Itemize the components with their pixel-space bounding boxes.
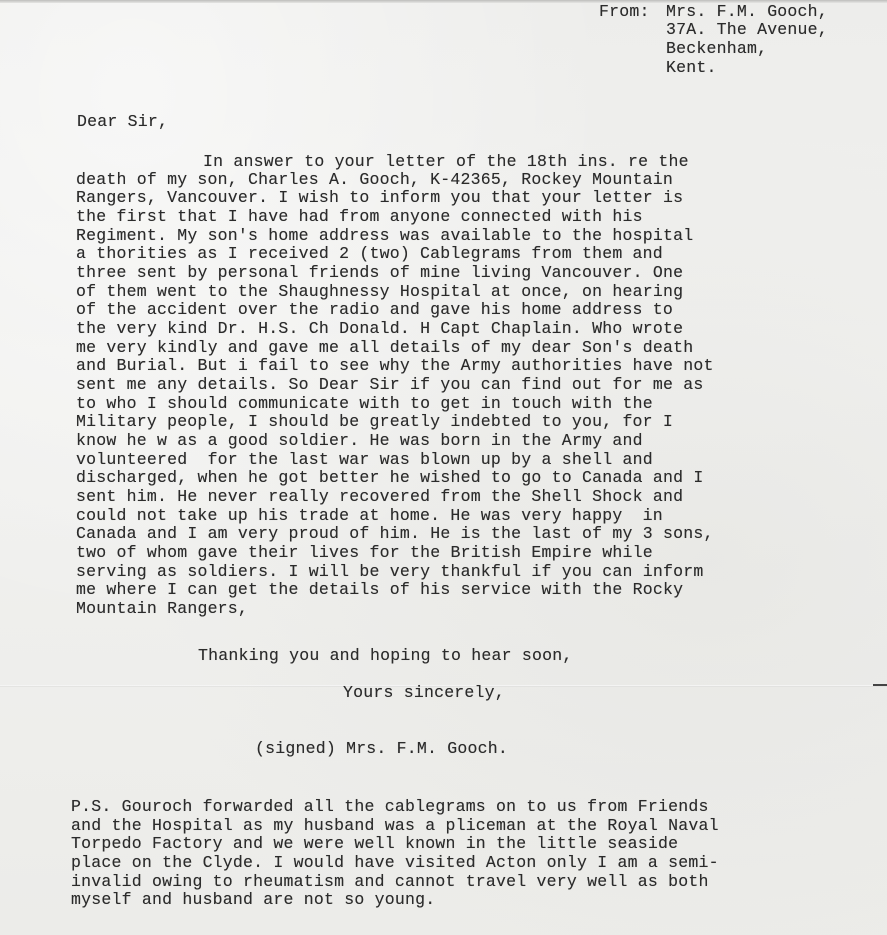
sender-label: From: [599,2,650,21]
sender-name: Mrs. F.M. Gooch, [666,2,828,21]
body-line: Rangers, Vancouver. I wish to inform you that your letter is [76,188,684,207]
body-line: to who I should communicate with to get in touch with the [76,394,653,413]
postscript-line: place on the Clyde. I would have visited Acton only I am a semi- [71,853,719,872]
body-line: three sent by personal friends of mine living Vancouver. One [76,263,684,282]
postscript-line: myself and husband are not so young. [71,890,436,909]
body-line: me where I can get the details of his service with the Rocky [76,580,684,599]
body-line: the first that I have had from anyone connected with his [76,207,643,226]
body-line: In answer to your letter of the 18th ins. re the [203,152,689,171]
postscript-line: invalid owing to rheumatism and cannot travel very well as both [71,872,709,891]
body-line: me very kindly and gave me all details of my dear Son's death [76,338,694,357]
sender-county: Kent. [666,58,717,77]
body-line: the very kind Dr. H.S. Ch Donald. H Capt Chaplain. Who wrote [76,319,684,338]
body-line: Regiment. My son's home address was available to the hospital [76,226,694,245]
body-line: could not take up his trade at home. He was very happy in [76,506,663,525]
body-line: death of my son, Charles A. Gooch, K-42365, Rockey Mountain [76,170,674,189]
body-line: and Burial. But i fail to see why the Army authorities have not [76,356,714,375]
postscript-line: P.S. Gouroch forwarded all the cablegrams on to us from Friends [71,797,709,816]
body-line: discharged, when he got better he wished to go to Canada and I [76,468,704,487]
sender-street: 37A. The Avenue, [666,20,828,39]
body-line: know he w as a good soldier. He was born in the Army and [76,431,643,450]
body-line: Mountain Rangers, [76,599,249,618]
valediction: Yours sincerely, [343,683,505,702]
postscript-line: and the Hospital as my husband was a pliceman at the Royal Naval [71,816,719,835]
body-line: of them went to the Shaughnessy Hospital at once, on hearing [76,282,684,301]
body-line: Canada and I am very proud of him. He is the last of my 3 sons, [76,524,714,543]
closing-line: Thanking you and hoping to hear soon, [198,646,573,665]
body-line: volunteered for the last war was blown up by a shell and [76,450,653,469]
body-line: Military people, I should be greatly indebted to you, for I [76,412,674,431]
salutation: Dear Sir, [77,112,169,131]
sender-town: Beckenham, [666,39,768,58]
postscript-line: Torpedo Factory and we were well known in the little seaside [71,834,679,853]
body-line: serving as soldiers. I will be very thankful if you can inform [76,562,704,581]
body-line: sent him. He never really recovered from the Shell Shock and [76,487,684,506]
body-line: sent me any details. So Dear Sir if you can find out for me as [76,375,704,394]
signature: (signed) Mrs. F.M. Gooch. [255,739,508,758]
paper-fold-mark [873,684,887,686]
body-line: two of whom gave their lives for the British Empire while [76,543,653,562]
body-line: of the accident over the radio and gave his home address to [76,300,674,319]
body-line: a thorities as I received 2 (two) Cablegrams from them and [76,244,663,263]
